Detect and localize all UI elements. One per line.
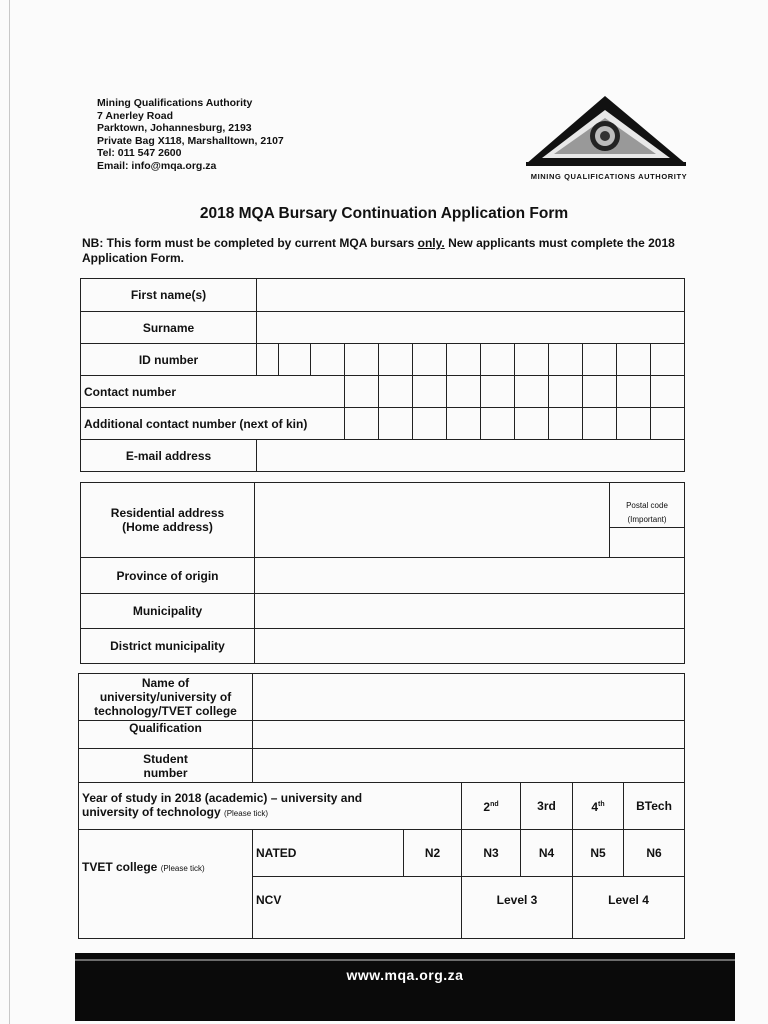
id-digit-box[interactable] — [515, 344, 549, 376]
mqa-logo-triangle-icon — [514, 92, 704, 172]
province-field[interactable] — [255, 558, 685, 594]
nated-option-n5[interactable]: N5 — [573, 830, 624, 877]
ncv-option-level-3[interactable]: Level 3 — [462, 877, 573, 939]
address-table — [80, 482, 685, 664]
additional-contact-digit-box[interactable] — [651, 408, 685, 440]
contact-digit-box[interactable] — [481, 376, 515, 408]
id-digit-box[interactable] — [583, 344, 617, 376]
tvet-college-label-text: TVET college — [82, 860, 158, 874]
year-option-4th-num: 4 — [591, 800, 599, 814]
form-title: 2018 MQA Bursary Continuation Application Form — [199, 205, 569, 222]
id-digit-box[interactable] — [481, 344, 515, 376]
nated-option-n2[interactable]: N2 — [404, 830, 462, 877]
ncv-label: NCV — [253, 877, 462, 939]
year-option-2nd[interactable] — [462, 783, 521, 830]
form-note — [82, 236, 692, 266]
nated-option-n6[interactable]: N6 — [624, 830, 685, 877]
qualification-field[interactable] — [253, 721, 685, 749]
additional-contact-digit-box[interactable] — [549, 408, 583, 440]
suburb-address: Parktown, Johannesburg, 2193 — [97, 122, 252, 134]
street-address: 7 Anerley Road — [97, 109, 174, 122]
contact-digit-box[interactable] — [651, 376, 685, 408]
institution-label-line1: Name of — [141, 676, 190, 690]
qualification-label: Qualification — [79, 721, 253, 749]
id-digit-box[interactable] — [345, 344, 379, 376]
year-of-study-label — [79, 783, 462, 830]
student-number-label — [79, 749, 253, 783]
id-digit-box[interactable] — [413, 344, 447, 376]
page-left-edge — [9, 0, 10, 1024]
contact-number-label: Contact number — [81, 376, 345, 408]
additional-contact-digit-box[interactable] — [379, 408, 413, 440]
nated-option-n4[interactable]: N4 — [521, 830, 573, 877]
id-digit-box[interactable] — [617, 344, 651, 376]
additional-contact-digit-box[interactable] — [447, 408, 481, 440]
note-text-start: NB: This form must be completed by current MQA bursars — [82, 236, 418, 250]
year-of-study-label-line1: Year of study in 2018 (academic) – university and — [82, 791, 363, 805]
residential-address-label-line2: (Home address) — [122, 520, 213, 534]
id-digit-box[interactable] — [549, 344, 583, 376]
tvet-college-label — [79, 830, 253, 939]
ncv-option-level-4[interactable]: Level 4 — [573, 877, 685, 939]
contact-digit-box[interactable] — [549, 376, 583, 408]
postal-code-label-line1: Postal code — [626, 501, 668, 510]
email-contact: Email: info@mqa.org.za — [97, 159, 217, 172]
year-option-3rd[interactable]: 3rd — [521, 783, 573, 830]
id-digit-box[interactable] — [311, 344, 345, 376]
nated-label: NATED — [253, 830, 404, 877]
year-option-4th[interactable] — [573, 783, 624, 830]
nated-option-n3[interactable]: N3 — [462, 830, 521, 877]
email-field[interactable] — [257, 440, 685, 472]
organisation-address — [97, 97, 284, 172]
telephone: Tel: 011 547 2600 — [97, 147, 182, 159]
note-text-end: New applicants must complete the 2018 Application Form. — [82, 236, 675, 265]
student-number-field[interactable] — [253, 749, 685, 783]
institution-label-line2: university/university of — [99, 690, 232, 704]
residential-address-field[interactable] — [255, 483, 610, 558]
additional-contact-digit-box[interactable] — [583, 408, 617, 440]
postal-code-field[interactable] — [610, 483, 685, 558]
province-label: Province of origin — [81, 558, 255, 594]
postal-address: Private Bag X118, Marshalltown, 2107 — [97, 134, 284, 147]
id-digit-box[interactable] — [651, 344, 685, 376]
personal-details-table — [80, 278, 685, 472]
contact-digit-box[interactable] — [345, 376, 379, 408]
year-option-2nd-sup: nd — [490, 801, 499, 808]
organisation-name: Mining Qualifications Authority — [97, 97, 253, 109]
contact-digit-box[interactable] — [583, 376, 617, 408]
year-option-btech[interactable]: BTech — [624, 783, 685, 830]
year-of-study-label-text: university of technology — [82, 805, 221, 819]
contact-digit-box[interactable] — [413, 376, 447, 408]
footer-bar — [75, 953, 735, 1021]
postal-code-label-line2: (Important) — [610, 513, 684, 528]
surname-field[interactable] — [257, 312, 685, 344]
student-number-label-line2: number — [143, 765, 188, 780]
contact-digit-box[interactable] — [447, 376, 481, 408]
first-names-field[interactable] — [257, 279, 685, 312]
municipality-field[interactable] — [255, 594, 685, 629]
student-number-label-line1: Student — [143, 751, 188, 766]
institution-label — [79, 674, 253, 721]
id-number-label: ID number — [81, 344, 257, 376]
institution-field[interactable] — [253, 674, 685, 721]
footer-website: www.mqa.org.za — [346, 967, 464, 983]
mqa-logo — [514, 92, 704, 184]
email-label: E-mail address — [81, 440, 257, 472]
additional-contact-digit-box[interactable] — [345, 408, 379, 440]
additional-contact-label: Additional contact number (next of kin) — [81, 408, 345, 440]
contact-digit-box[interactable] — [515, 376, 549, 408]
institution-label-line3: technology/TVET college — [94, 704, 237, 718]
first-names-label: First name(s) — [81, 279, 257, 312]
year-of-study-label-line2 — [82, 805, 458, 821]
surname-label: Surname — [81, 312, 257, 344]
year-option-2nd-num: 2 — [483, 800, 491, 814]
residential-address-label-line1: Residential address — [110, 506, 225, 520]
id-digit-box[interactable] — [447, 344, 481, 376]
municipality-label: Municipality — [81, 594, 255, 629]
contact-digit-box[interactable] — [379, 376, 413, 408]
additional-contact-digit-box[interactable] — [481, 408, 515, 440]
district-municipality-field[interactable] — [255, 629, 685, 664]
additional-contact-digit-box[interactable] — [515, 408, 549, 440]
tvet-please-tick: (Please tick) — [160, 864, 205, 873]
contact-digit-box[interactable] — [617, 376, 651, 408]
id-digit-box[interactable] — [257, 344, 279, 376]
logo-caption: MINING QUALIFICATIONS AUTHORITY — [530, 172, 688, 181]
note-underlined: only. — [417, 236, 445, 250]
district-municipality-label: District municipality — [81, 629, 255, 664]
footer-rule — [75, 959, 735, 961]
id-digit-box[interactable] — [279, 344, 311, 376]
additional-contact-digit-box[interactable] — [617, 408, 651, 440]
year-please-tick: (Please tick) — [224, 809, 269, 818]
study-details-table — [78, 673, 685, 939]
id-digit-box[interactable] — [379, 344, 413, 376]
residential-address-label — [81, 483, 255, 558]
year-option-4th-sup: th — [598, 801, 605, 808]
additional-contact-digit-box[interactable] — [413, 408, 447, 440]
